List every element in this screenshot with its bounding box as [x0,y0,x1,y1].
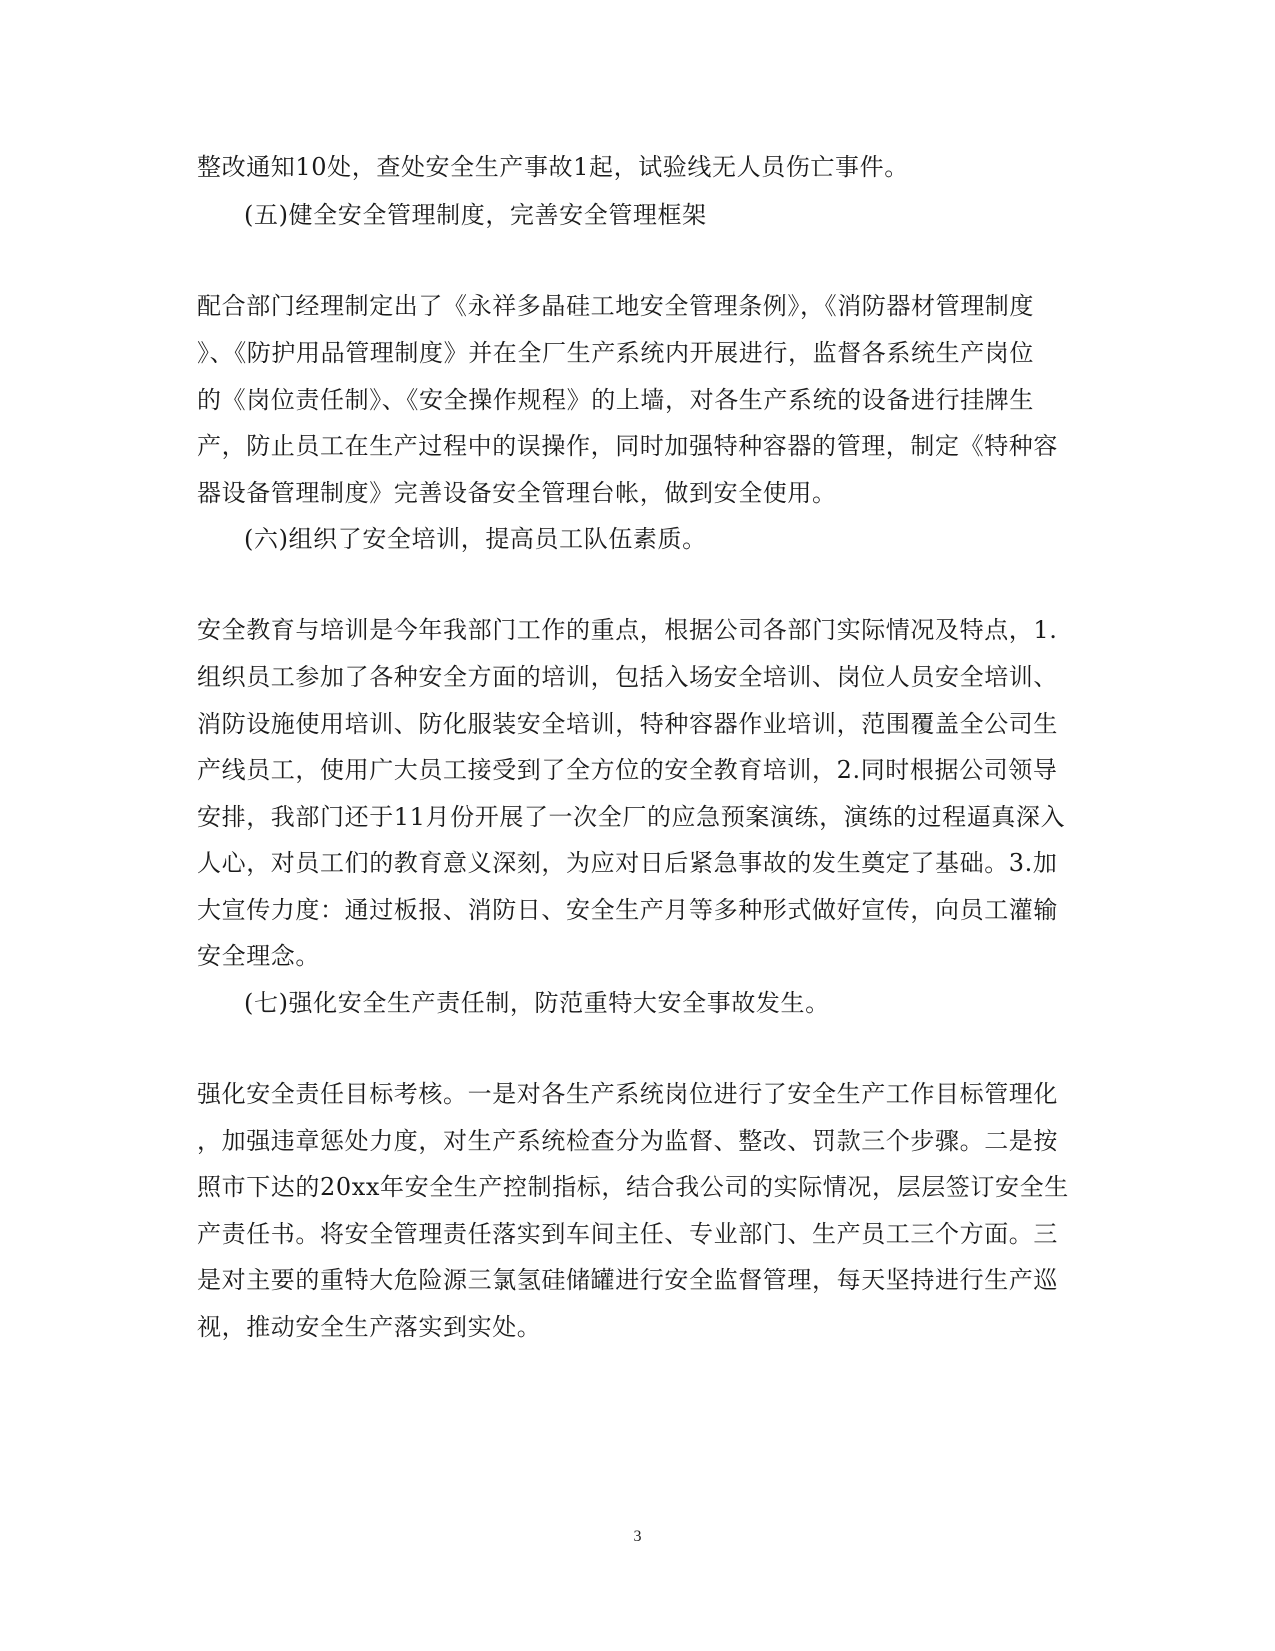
body-text-line: 产责任书。将安全管理责任落实到车间主任、专业部门、生产员工三个方面。三 [197,1220,1058,1248]
body-text-line: 是对主要的重特大危险源三氯氢硅储罐进行安全监督管理，每天坚持进行生产巡 [197,1266,1058,1294]
body-text-line: 器设备管理制度》完善设备安全管理台帐，做到安全使用。 [197,479,837,507]
page-number: 3 [633,1528,642,1545]
section-heading-6: (六)组织了安全培训，提高员工队伍素质。 [244,525,707,553]
body-text-line: 安全理念。 [197,942,320,970]
section-heading-7: (七)强化安全生产责任制，防范重特大安全事故发生。 [244,989,830,1017]
body-text-line: 》、《防护用品管理制度》并在全厂生产系统内开展进行，监督各系统生产岗位 [197,339,1034,367]
body-text-line: 产线员工，使用广大员工接受到了全方位的安全教育培训，2.同时根据公司领导 [197,756,1058,784]
body-text-line: ，加强违章惩处力度，对生产系统检查分为监督、整改、罚款三个步骤。二是按 [197,1127,1058,1155]
body-text-line: 消防设施使用培训、防化服装安全培训，特种容器作业培训，范围覆盖全公司生 [197,710,1058,738]
body-text-line: 人心，对员工们的教育意义深刻，为应对日后紧急事故的发生奠定了基础。3.加 [197,849,1058,877]
body-text-line: 安全教育与培训是今年我部门工作的重点，根据公司各部门实际情况及特点，1. [197,616,1058,644]
body-text-line: 安排，我部门还于11月份开展了一次全厂的应急预案演练，演练的过程逼真深入 [197,803,1066,831]
body-text-line: 整改通知10处，查处安全生产事故1起，试验线无人员伤亡事件。 [197,153,909,181]
body-text-line: 照市下达的20xx年安全生产控制指标，结合我公司的实际情况，层层签订安全生 [197,1173,1069,1201]
body-text-line: 强化安全责任目标考核。一是对各生产系统岗位进行了安全生产工作目标管理化 [197,1080,1058,1108]
body-text-line: 配合部门经理制定出了《永祥多晶硅工地安全管理条例》，《消防器材管理制度 [197,292,1034,320]
body-text-line: 组织员工参加了各种安全方面的培训，包括入场安全培训、岗位人员安全培训、 [197,663,1058,691]
body-text-line: 视，推动安全生产落实到实处。 [197,1313,542,1341]
body-text-line: 的《岗位责任制》、《安全操作规程》的上墙，对各生产系统的设备进行挂牌生 [197,386,1034,414]
body-text-line: 产，防止员工在生产过程中的误操作，同时加强特种容器的管理，制定《特种容 [197,432,1058,460]
section-heading-5: (五)健全安全管理制度，完善安全管理框架 [244,201,707,229]
body-text-line: 大宣传力度：通过板报、消防日、安全生产月等多种形式做好宣传，向员工灌输 [197,896,1058,924]
